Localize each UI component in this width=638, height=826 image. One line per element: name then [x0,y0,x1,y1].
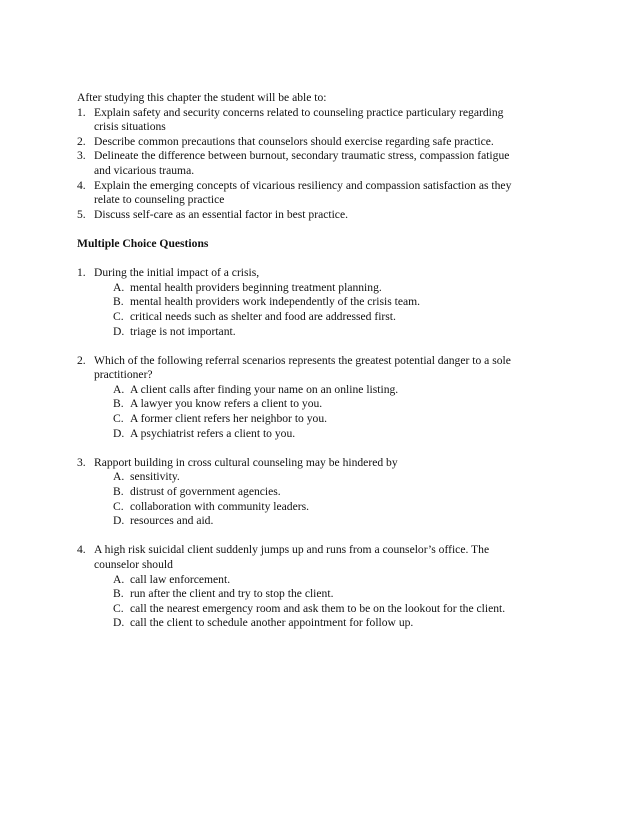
objective-number: 4. [77,178,86,192]
option-text: A client calls after finding your name on an online listing. [130,382,399,396]
option-letter: A. [113,572,125,586]
objective-line: crisis situations [94,120,166,134]
answer-option [113,310,557,325]
option-text: resources and aid. [130,514,214,528]
objective-line: relate to counseling practice [94,193,225,207]
objective-line: and vicarious trauma. [94,163,195,177]
question-item [77,456,557,529]
question-item [77,266,557,339]
answer-option [113,397,557,412]
option-letter: D. [113,324,125,338]
document-page [77,91,557,631]
section-title: Multiple Choice Questions [77,236,209,250]
objective-line: Explain the emerging concepts of vicarious resiliency and compassion satisfaction as they [94,178,512,192]
answer-option [113,412,557,427]
question-number: 1. [77,266,86,280]
objective-line: Discuss self-care as an essential factor in best practice. [94,207,348,221]
option-text: triage is not important. [130,324,236,338]
objective-line: Explain safety and security concerns related to counseling practice particulary regarding [94,105,504,119]
answer-option [113,281,557,296]
option-text: collaboration with community leaders. [130,499,310,513]
answer-option [113,325,557,340]
option-letter: D. [113,426,125,440]
intro-text: After studying this chapter the student will be able to: [77,91,327,104]
question-text: During the initial impact of a crisis, [94,266,260,280]
objective-item [77,135,557,150]
objective-item [77,179,557,208]
answer-option [113,587,557,602]
option-letter: C. [113,601,124,615]
option-letter: C. [113,499,124,513]
answer-option [113,616,557,631]
answer-option [113,514,557,529]
option-letter: A. [113,470,125,484]
question-number: 2. [77,353,86,367]
question-text: Which of the following referral scenarios represents the greatest potential danger to a sole [94,353,511,367]
option-text: run after the client and try to stop the client. [130,587,334,601]
option-text: critical needs such as shelter and food are addressed first. [130,309,396,323]
question-text: practitioner? [94,368,153,382]
objective-line: Describe common precautions that counselors should exercise regarding safe practice. [94,134,494,148]
question-text: A high risk suicidal client suddenly jumps up and runs from a counselor’s office. The [94,543,490,557]
objective-item [77,106,557,135]
option-letter: B. [113,397,124,411]
option-letter: B. [113,295,124,309]
option-text: A lawyer you know refers a client to you. [130,397,323,411]
objective-line: Delineate the difference between burnout, secondary traumatic stress, compassion fatigue [94,149,510,163]
question-number: 4. [77,543,86,557]
answer-option [113,485,557,500]
answer-options [113,383,557,441]
answer-option [113,383,557,398]
option-text: A former client refers her neighbor to you. [130,412,328,426]
objective-item [77,208,557,223]
option-letter: D. [113,514,125,528]
answer-option [113,295,557,310]
option-text: mental health providers beginning treatment planning. [130,280,382,294]
question-item [77,354,557,442]
question-text: Rapport building in cross cultural counseling may be hindered by [94,455,398,469]
option-text: call the nearest emergency room and ask them to be on the lookout for the client. [130,601,506,615]
answer-options [113,470,557,528]
option-text: sensitivity. [130,470,180,484]
question-text: counselor should [94,558,173,571]
answer-options [113,281,557,339]
option-text: A psychiatrist refers a client to you. [130,426,296,440]
option-text: distrust of government agencies. [130,485,281,499]
option-text: mental health providers work independently of the crisis team. [130,295,421,309]
answer-options [113,573,557,631]
objective-number: 5. [77,207,86,221]
objective-item [77,149,557,178]
answer-option [113,500,557,515]
option-letter: B. [113,587,124,601]
question-number: 3. [77,455,86,469]
objectives-list [77,106,557,223]
objective-number: 2. [77,134,86,148]
objective-number: 3. [77,149,86,163]
objective-number: 1. [77,105,86,119]
option-letter: B. [113,485,124,499]
answer-option [113,573,557,588]
answer-option [113,470,557,485]
answer-option [113,602,557,617]
question-item [77,543,557,631]
option-text: call law enforcement. [130,572,231,586]
option-letter: C. [113,309,124,323]
option-letter: A. [113,382,125,396]
option-letter: A. [113,280,125,294]
option-letter: C. [113,412,124,426]
answer-option [113,427,557,442]
option-text: call the client to schedule another appointment for follow up. [130,616,414,630]
option-letter: D. [113,616,125,630]
